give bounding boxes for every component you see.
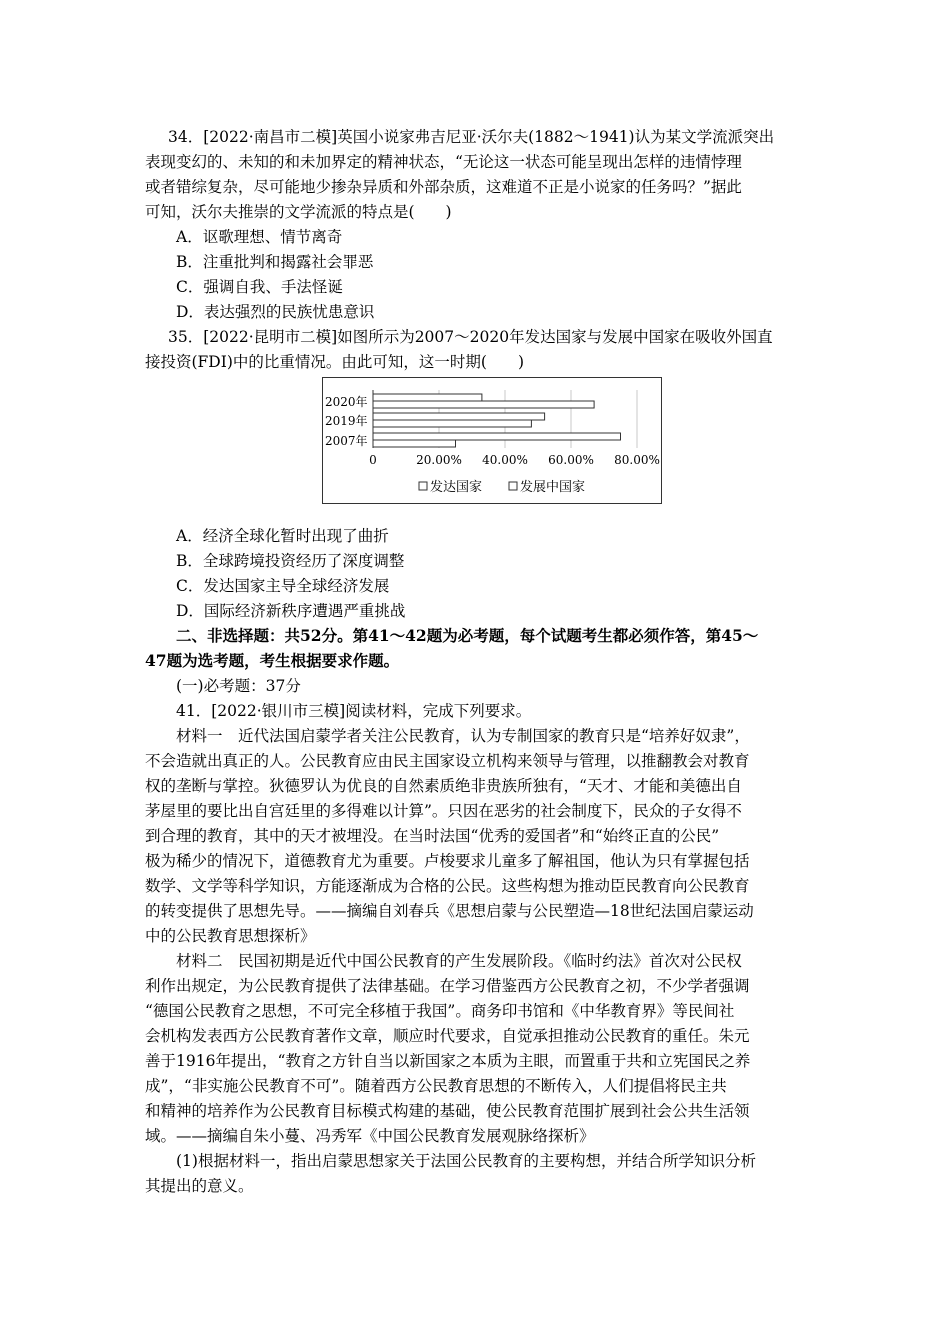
section2-heading-line-1: 二、非选择题：共52分。第41～42题为必考题，每个试题考生都必须作答，第45～ — [176, 626, 759, 645]
material1-line-4: 茅屋里的要比出自宫廷里的多得难以计算”。只因在恶劣的社会制度下，民众的子女得不 — [145, 802, 742, 820]
q34-line-1: 34．[2022·南昌市二模]英国小说家弗吉尼亚·沃尔夫(1882～1941)认为某文学流派突出 — [168, 128, 775, 146]
bar-developing — [373, 440, 456, 447]
bar-developing — [373, 420, 531, 427]
bar-developing — [373, 401, 594, 408]
x-tick-label: 60.00% — [548, 453, 594, 467]
category-label: 2020年 — [325, 395, 368, 409]
material2-line-3: “德国公民教育之思想，不可完全移植于我国”。商务印书馆和《中华教育界》等民间社 — [145, 1002, 735, 1020]
q35-option-d: D．国际经济新秩序遭遇严重挑战 — [176, 602, 406, 620]
legend-label: 发展中国家 — [520, 480, 586, 495]
material2-line-1: 材料二 民国初期是近代中国公民教育的产生发展阶段。《临时约法》首次对公民权 — [176, 952, 742, 970]
category-label: 2007年 — [325, 434, 368, 448]
q35-option-a: A．经济全球化暂时出现了曲折 — [176, 527, 389, 545]
q34-option-a: A．讴歌理想、情节离奇 — [176, 228, 343, 246]
material2-line-5: 善于1916年提出，“教育之方针自当以新国家之本质为主眼，而置重于共和立宪国民之养 — [145, 1052, 751, 1070]
q34-line-4: 可知，沃尔夫推崇的文学流派的特点是( ) — [145, 203, 452, 221]
material1-line-6: 极为稀少的情况下，道德教育尤为重要。卢梭要求儿童多了解祖国，他认为只有掌握包括 — [145, 852, 750, 870]
material2-line-7: 和精神的培养作为公民教育目标模式构建的基础，使公民教育范围扩展到社会公共生活领 — [145, 1102, 750, 1120]
q35-option-c: C．发达国家主导全球经济发展 — [176, 577, 390, 595]
bar-developed — [373, 394, 482, 401]
material1-line-5: 到合理的教育，其中的天才被埋没。在当时法国“优秀的爱国者”和“始终正直的公民” — [145, 827, 720, 845]
q34-option-b: B．注重批判和揭露社会罪恶 — [176, 253, 374, 271]
material2-line-4: 会机构发表西方公民教育著作文章，顺应时代要求，自觉承担推动公民教育的重任。朱元 — [145, 1027, 750, 1045]
x-tick-label: 40.00% — [482, 453, 528, 467]
material1-line-8: 的转变提供了思想先导。——摘编自刘春兵《思想启蒙与公民塑造—18世纪法国启蒙运动 — [145, 902, 754, 920]
q41-sub1-line-1: (1)根据材料一，指出启蒙思想家关于法国公民教育的主要构想，并结合所学知识分析 — [176, 1152, 756, 1170]
q34-option-c: C．强调自我、手法怪诞 — [176, 278, 343, 296]
material1-line-2: 不会造就出真正的人。公民教育应由民主国家设立机构来领导与管理，以推翻教会对教育 — [145, 752, 750, 770]
material2-line-6: 成”，“非实施公民教育不可”。随着西方公民教育思想的不断传入，人们提倡将民主共 — [145, 1077, 727, 1095]
q34-option-d: D．表达强烈的民族忧患意识 — [176, 303, 375, 321]
section2-heading-line-2: 47题为选考题，考生根据要求作题。 — [145, 651, 400, 670]
q34-line-2: 表现变幻的、未知的和未加界定的精神状态，“无论这一状态可能呈现出怎样的违情悖理 — [145, 153, 742, 171]
x-tick-label: 80.00% — [614, 453, 660, 467]
legend-swatch — [509, 482, 517, 490]
q41-intro: 41．[2022·银川市三模]阅读材料，完成下列要求。 — [176, 702, 532, 720]
bar-developed — [373, 433, 621, 440]
q35-line-1: 35．[2022·昆明市二模]如图所示为2007～2020年发达国家与发展中国家在吸收外国直 — [168, 328, 773, 346]
fdi-chart-svg — [323, 378, 663, 505]
q41-sub1-line-2: 其提出的意义。 — [145, 1177, 254, 1195]
required-subheading: (一)必考题：37分 — [176, 677, 301, 695]
category-label: 2019年 — [325, 414, 368, 428]
x-tick-label: 0 — [369, 453, 377, 467]
legend-swatch — [419, 482, 427, 490]
legend-label: 发达国家 — [430, 480, 483, 495]
material2-line-8: 域。——摘编自朱小蔓、冯秀军《中国公民教育发展观脉络探析》 — [145, 1127, 595, 1145]
q35-line-2: 接投资(FDI)中的比重情况。由此可知，这一时期( ) — [145, 353, 524, 371]
material1-line-1: 材料一 近代法国启蒙学者关注公民教育，认为专制国家的教育只是“培养好奴隶”， — [176, 727, 750, 745]
x-tick-label: 20.00% — [416, 453, 462, 467]
material1-line-3: 权的垄断与掌控。狄德罗认为优良的自然素质绝非贵族所独有，“天才、才能和美德出自 — [145, 777, 742, 795]
q35-option-b: B．全球跨境投资经历了深度调整 — [176, 552, 405, 570]
q34-line-3: 或者错综复杂，尽可能地少掺杂异质和外部杂质，这难道不正是小说家的任务吗？”据此 — [145, 178, 742, 196]
fdi-chart — [322, 377, 662, 504]
material1-line-7: 数学、文学等科学知识，方能逐渐成为合格的公民。这些构想为推动臣民教育向公民教育 — [145, 877, 750, 895]
material1-line-9: 中的公民教育思想探析》 — [145, 927, 316, 945]
material2-line-2: 利作出规定，为公民教育提供了法律基础。在学习借鉴西方公民教育之初，不少学者强调 — [145, 977, 750, 995]
bar-developed — [373, 413, 545, 420]
